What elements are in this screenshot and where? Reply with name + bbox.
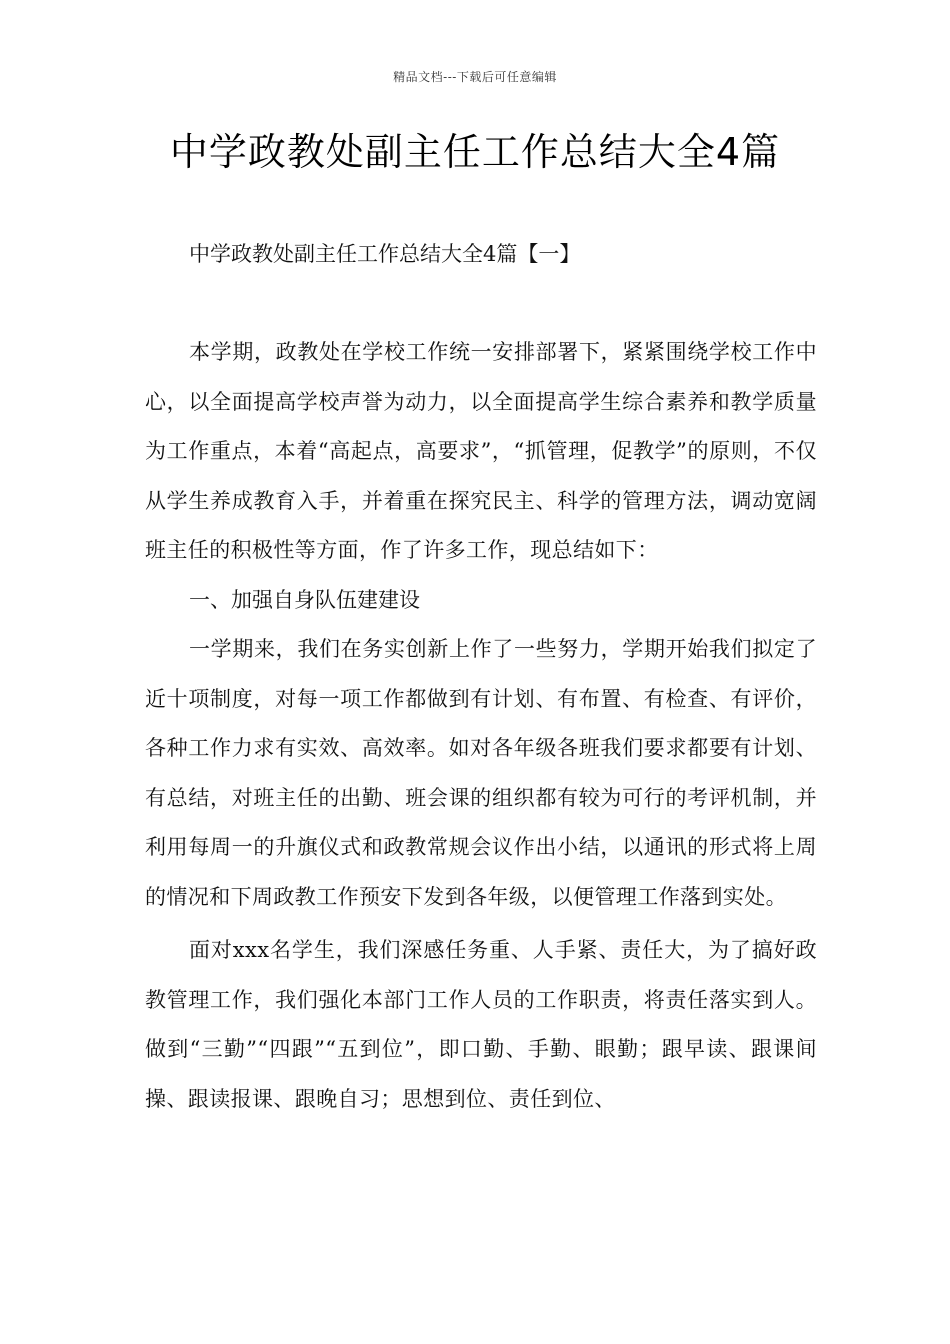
header-note: 精品文档---下载后可任意编辑	[393, 70, 557, 84]
paragraph-intro: 本学期，政教处在学校工作统一安排部署下，紧紧围绕学校工作中心，以全面提高学校声誉为动力，以全面提高学生综合素养和教学质量为工作重点，本着“高起点，高要求”，“抓管理，促教学”的原则，不仅从学生养成教育入手，并着重在探究民主、科学的管理方法，调动宽阔班主任的积极性等方面，作了许多工作，现总结如下：	[145, 340, 817, 562]
sub-heading-team-building: 一、加强自身队伍建建设	[189, 587, 420, 612]
paragraph-responsibility: 面对xxx名学生，我们深感任务重、人手紧、责任大，为了搞好政教管理工作，我们强化本部门工作人员的工作职责，将责任落实到人。做到“三勤”“四跟”“五到位”，即口勤、手勤、眼勤；跟早读、跟课间操、跟读报课、跟晚自习；思想到位、责任到位、	[145, 938, 817, 1111]
section-heading: 中学政教处副主任工作总结大全4篇【一】	[189, 242, 581, 266]
document-title: 中学政教处副主任工作总结大全4篇	[169, 130, 781, 174]
paragraph-innovation: 一学期来，我们在务实创新上作了一些努力，学期开始我们拟定了近十项制度，对每一项工作都做到有计划、有布置、有检查、有评价，各种工作力求有实效、高效率。如对各年级各班我们要求都要有计划、有总结，对班主任的出勤、班会课的组织都有较为可行的考评机制，并利用每周一的升旗仪式和政教常规会议作出小结，以通讯的形式将上周的情况和下周政教工作预安下发到各年级，以便管理工作落到实处。	[145, 637, 817, 909]
document-body	[145, 230, 817, 1124]
